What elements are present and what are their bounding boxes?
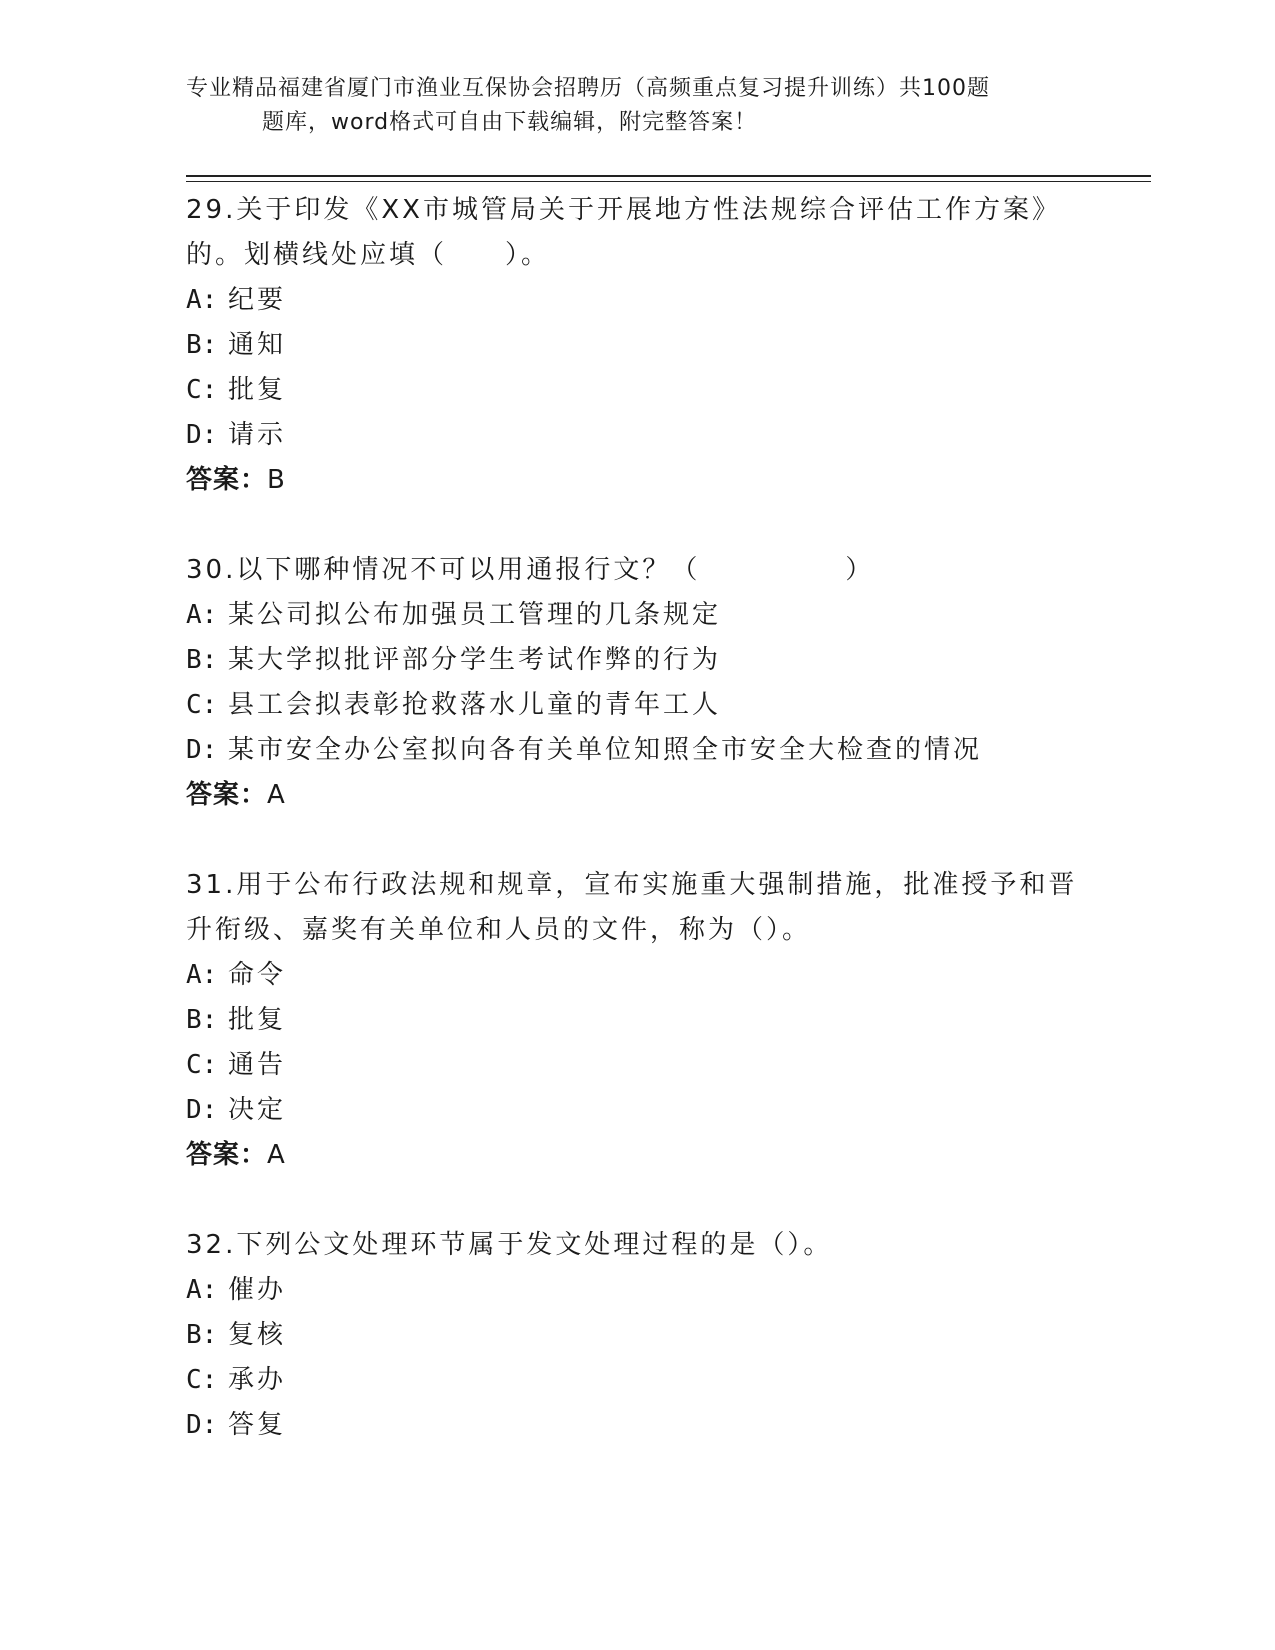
question-31 <box>186 863 1106 1178</box>
question-list <box>186 188 1106 1448</box>
question-stem: 31.用于公布行政法规和规章，宣布实施重大强制措施，批准授予和晋升衔级、嘉奖有关单位和人员的文件，称为（）。 <box>186 870 1078 945</box>
option-key: A: <box>186 600 218 630</box>
option-key: A: <box>186 960 218 990</box>
option-key: D: <box>186 735 218 765</box>
option-key: A: <box>186 1275 218 1305</box>
option-text: 催办 <box>228 1275 287 1305</box>
option-key: B: <box>186 1320 218 1350</box>
option-key: B: <box>186 1005 218 1035</box>
option-a <box>186 953 1106 998</box>
option-key: C: <box>186 1365 218 1395</box>
question-stem: 30.以下哪种情况不可以用通报行文？（ ） <box>186 555 875 585</box>
option-text: 批复 <box>228 375 287 405</box>
option-c <box>186 368 1106 413</box>
answer-value: A <box>267 1140 286 1170</box>
option-b <box>186 1313 1106 1358</box>
option-key: B: <box>186 330 218 360</box>
option-text: 答复 <box>228 1410 287 1440</box>
option-b <box>186 638 1106 683</box>
header-divider-thick <box>186 175 1151 177</box>
option-a <box>186 593 1106 638</box>
spacer <box>186 818 1106 863</box>
question-32 <box>186 1223 1106 1448</box>
option-c <box>186 1043 1106 1088</box>
option-text: 承办 <box>228 1365 287 1395</box>
document-header <box>186 72 1076 140</box>
option-text: 命令 <box>228 960 287 990</box>
option-b <box>186 998 1106 1043</box>
answer-label: 答案： <box>186 780 268 810</box>
option-text: 决定 <box>228 1095 287 1125</box>
question-stem: 32.下列公文处理环节属于发文处理过程的是（）。 <box>186 1230 833 1260</box>
question-30 <box>186 548 1106 818</box>
spacer <box>186 1178 1106 1223</box>
question-29 <box>186 188 1106 503</box>
option-text: 通知 <box>228 330 287 360</box>
option-key: D: <box>186 1410 218 1440</box>
option-d <box>186 1088 1106 1133</box>
option-d <box>186 1403 1106 1448</box>
spacer <box>186 503 1106 548</box>
option-text: 某大学拟批评部分学生考试作弊的行为 <box>228 645 722 675</box>
option-text: 纪要 <box>228 285 287 315</box>
option-key: C: <box>186 1050 218 1080</box>
option-key: B: <box>186 645 218 675</box>
answer-line <box>186 773 1106 818</box>
option-b <box>186 323 1106 368</box>
answer-label: 答案： <box>186 465 268 495</box>
option-key: C: <box>186 690 218 720</box>
option-text: 通告 <box>228 1050 287 1080</box>
option-text: 批复 <box>228 1005 287 1035</box>
option-text: 县工会拟表彰抢救落水儿童的青年工人 <box>228 690 722 720</box>
header-divider-thin <box>186 181 1151 182</box>
option-text: 复核 <box>228 1320 287 1350</box>
header-title-line2: 题库，word格式可自由下载编辑，附完整答案！ <box>262 110 758 135</box>
option-d <box>186 728 1106 773</box>
answer-line <box>186 458 1106 503</box>
answer-value: B <box>267 465 286 495</box>
answer-value: A <box>267 780 286 810</box>
option-text: 某市安全办公室拟向各有关单位知照全市安全大检查的情况 <box>228 735 983 765</box>
option-key: C: <box>186 375 218 405</box>
header-title-line1: 专业精品福建省厦门市渔业互保协会招聘历（高频重点复习提升训练）共100题 <box>186 76 990 101</box>
option-c <box>186 683 1106 728</box>
option-key: D: <box>186 1095 218 1125</box>
answer-line <box>186 1133 1106 1178</box>
option-a <box>186 1268 1106 1313</box>
option-key: A: <box>186 285 218 315</box>
answer-label: 答案： <box>186 1140 268 1170</box>
option-text: 某公司拟公布加强员工管理的几条规定 <box>228 600 722 630</box>
option-text: 请示 <box>228 420 287 450</box>
question-stem: 29.关于印发《XX市城管局关于开展地方性法规综合评估工作方案》的。划横线处应填（ ）。 <box>186 195 1061 270</box>
option-a <box>186 278 1106 323</box>
option-key: D: <box>186 420 218 450</box>
option-c <box>186 1358 1106 1403</box>
option-d <box>186 413 1106 458</box>
